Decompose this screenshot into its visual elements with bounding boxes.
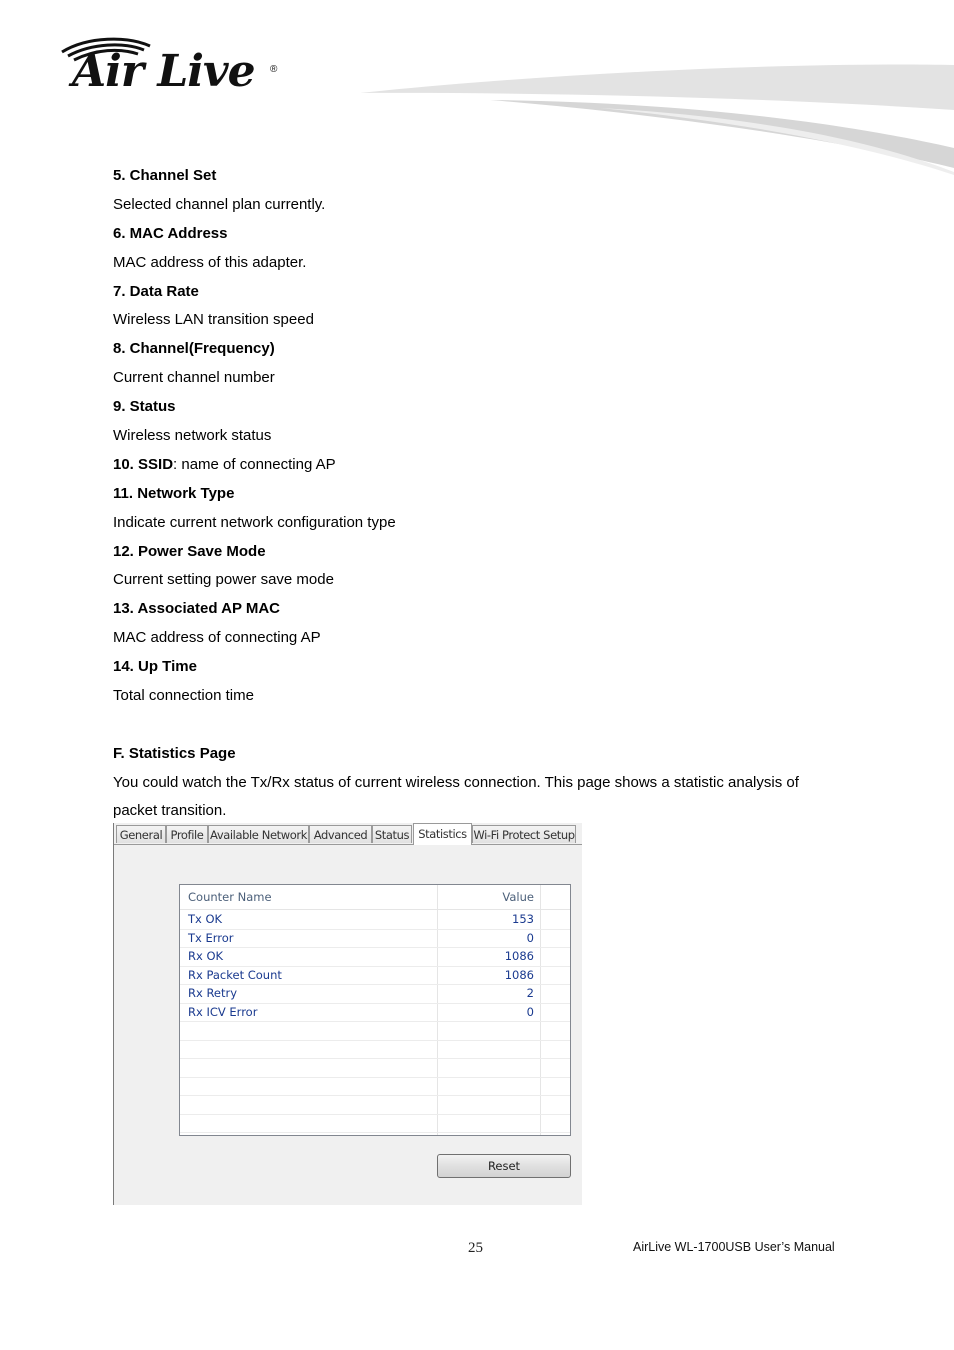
table-row[interactable] (180, 1003, 570, 1023)
statistics-panel (119, 845, 582, 1205)
logo-wordmark: Air Live (72, 46, 255, 97)
table-row[interactable] (180, 910, 570, 930)
empty-row (180, 1077, 570, 1097)
section-title: 7. Data Rate (113, 282, 199, 300)
reset-button[interactable]: Reset (437, 1154, 571, 1178)
tab-profile[interactable]: Profile (166, 825, 208, 843)
statistics-dialog-screenshot (113, 823, 582, 1205)
counter-name: Tx Error (188, 930, 234, 945)
section-title: 12. Power Save Mode (113, 542, 266, 560)
section-desc: Current channel number (113, 369, 275, 387)
section-title: 9. Status (113, 398, 176, 416)
section-title: 10. SSID (113, 455, 174, 473)
section-title: 6. MAC Address (113, 224, 228, 242)
table-row[interactable] (180, 929, 570, 949)
airlive-logo (58, 36, 288, 102)
section-ssid (113, 451, 853, 480)
counter-value: 2 (526, 986, 534, 1000)
counter-name: Rx Retry (188, 986, 238, 1000)
section-title: 11. Network Type (113, 484, 235, 502)
header-swoosh-graphic (340, 60, 954, 175)
tab-bar (114, 823, 582, 845)
column-value[interactable]: Value (502, 890, 534, 904)
registered-mark: ® (270, 64, 278, 75)
section-desc: Selected channel plan currently. (113, 195, 326, 213)
tab-available-network[interactable]: Available Network (208, 825, 309, 843)
empty-row (180, 1095, 570, 1115)
counter-name: Rx Packet Count (188, 967, 282, 982)
counter-name: Rx OK (188, 949, 224, 963)
section-desc: Wireless LAN transition speed (113, 311, 314, 329)
tab-statistics[interactable]: Statistics (413, 823, 472, 845)
manual-title: AirLive WL-1700USB User’s Manual (633, 1240, 835, 1254)
paragraph-line: You could watch the Tx/Rx status of current wireless connection. This page shows a statistic analysis of (113, 773, 799, 791)
empty-row (180, 1021, 570, 1041)
section-desc: Wireless network status (113, 427, 272, 445)
counter-name: Rx ICV Error (188, 1004, 258, 1019)
table-row[interactable] (180, 966, 570, 986)
tab-status[interactable]: Status (372, 825, 412, 843)
column-counter-name[interactable]: Counter Name (188, 890, 272, 904)
table-row[interactable] (180, 984, 570, 1004)
statistics-paragraph (113, 769, 853, 826)
table-row[interactable] (180, 947, 570, 967)
document-body (113, 162, 853, 826)
counter-value: 0 (526, 1004, 534, 1019)
section-title: 8. Channel(Frequency) (113, 340, 275, 358)
counter-value: 1086 (504, 949, 534, 963)
section-desc: MAC address of this adapter. (113, 253, 307, 271)
statistics-heading: F. Statistics Page (113, 744, 236, 762)
tab-wi-fi-protect-setup[interactable]: Wi-Fi Protect Setup (472, 825, 576, 843)
section-desc: Indicate current network configuration type (113, 513, 396, 531)
section-desc: Total connection time (113, 687, 254, 705)
empty-row (180, 1114, 570, 1134)
tab-advanced[interactable]: Advanced (309, 825, 372, 843)
page-number: 25 (468, 1240, 483, 1256)
counter-value: 0 (526, 930, 534, 945)
paragraph-line: packet transition. (113, 802, 227, 820)
counter-value: 1086 (504, 967, 534, 982)
section-title: 5. Channel Set (113, 167, 217, 184)
section-desc: Current setting power save mode (113, 571, 334, 589)
counter-list (179, 884, 571, 1136)
tab-general[interactable]: General (116, 825, 166, 843)
empty-row (180, 1058, 570, 1078)
section-title: 14. Up Time (113, 658, 197, 676)
section-desc: MAC address of connecting AP (113, 629, 321, 647)
section-desc: : name of connecting AP (173, 455, 336, 473)
empty-row (180, 1040, 570, 1060)
counter-value: 153 (512, 912, 534, 926)
section-title: 13. Associated AP MAC (113, 600, 280, 618)
list-header (180, 885, 570, 910)
counter-name: Tx OK (188, 912, 223, 926)
